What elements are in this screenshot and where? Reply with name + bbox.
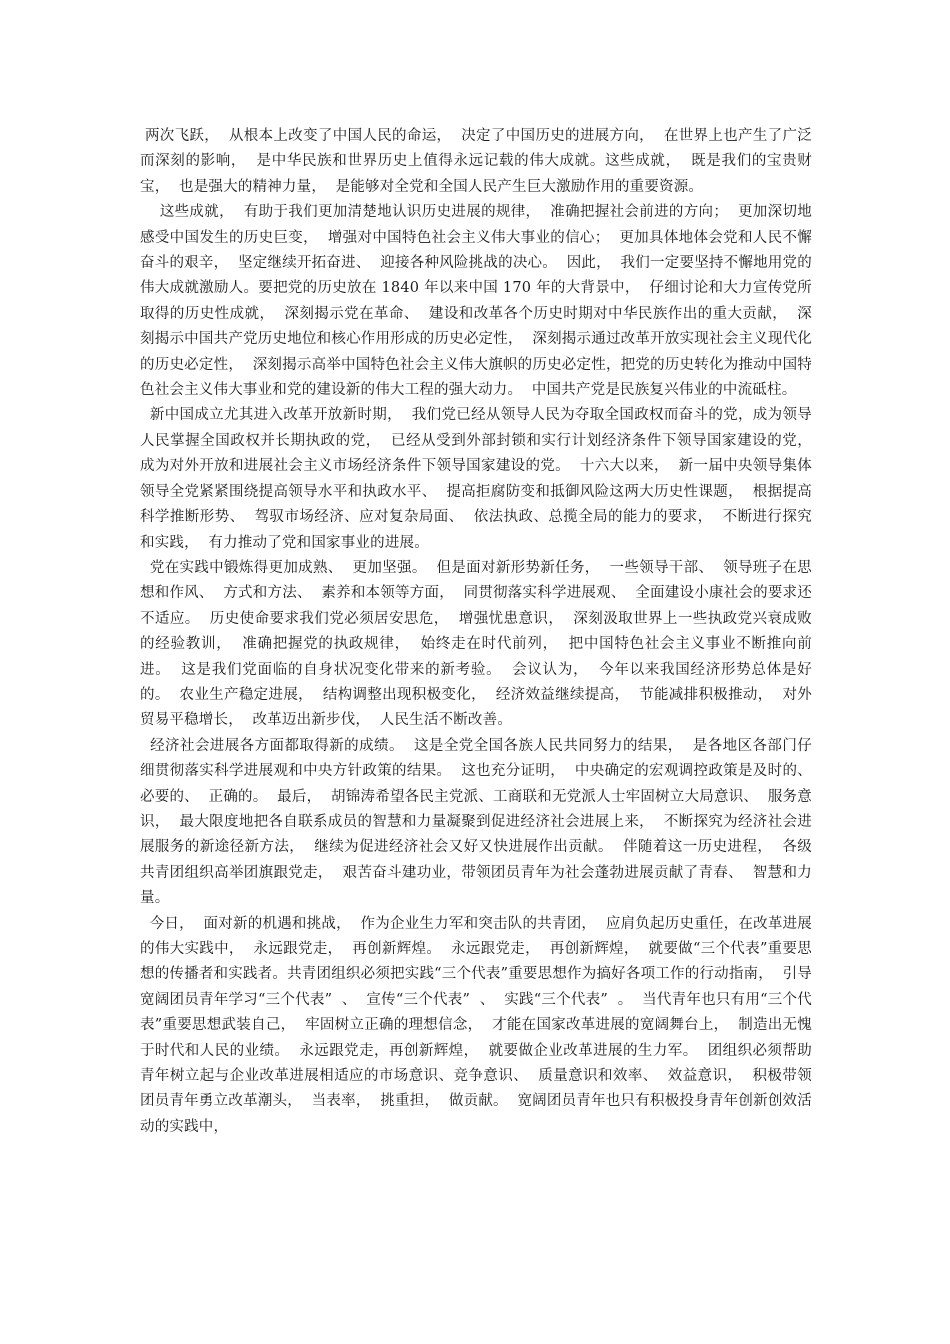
- document-body: [140, 124, 822, 1140]
- paragraph: 这些成就， 有助于我们更加清楚地认识历史进展的规律， 准确把握社会前进的方向； 更加深切地感受中国发生的历史巨变， 增强对中国特色社会主义伟大事业的信心； 更加具体地体会党和人民不懈奋斗的艰辛， 坚定继续开拓奋进、 迎接各种风险挑战的决心。 因此， 我们一定要坚持不懈地用党的伟大成就激励人。要把党的历史放在 1840 年以来中国 170 年的大背景中， 仔细讨论和大力宣传党所取得的历史性成就， 深刻揭示党在革命、 建设和改革各个历史时期对中华民族作出的重大贡献， 深刻揭示中国共产党历史地位和核心作用形成的历史必定性， 深刻揭示通过改革开放实现社会主义现代化的历史必定性， 深刻揭示高举中国特色社会主义伟大旗帜的历史必定性，把党的历史转化为推动中国特色社会主义伟大事业和党的建设新的伟大工程的强大动力。 中国共产党是民族复兴伟业的中流砥柱。: [140, 204, 812, 399]
- paragraph: 党在实践中锻炼得更加成熟、 更加坚强。 但是面对新形势新任务， 一些领导干部、 领导班子在思想和作风、 方式和方法、 素养和本领等方面， 同贯彻落实科学进展观、 全面建设小康社会的要求还不适应。 历史使命要求我们党必须居安思危， 增强忧患意识， 深刻汲取世界上一些执政党兴衰成败的经验教训， 准确把握党的执政规律， 始终走在时代前列， 把中国特色社会主义事业不断推向前进。 这是我们党面临的自身状况变化带来的新考验。 会议认为， 今年以来我国经济形势总体是好的。 农业生产稳定进展， 结构调整出现积极变化， 经济效益继续提高， 节能减排积极推动， 对外贸易平稳增长， 改革迈出新步伐， 人民生活不断改善。: [140, 559, 812, 729]
- paragraph: 新中国成立尤其进入改革开放新时期， 我们党已经从领导人民为夺取全国政权而奋斗的党，成为领导人民掌握全国政权并长期执政的党， 已经从受到外部封锁和实行计划经济条件下领导国家建设的党， 成为对外开放和进展社会主义市场经济条件下领导国家建设的党。 十六大以来， 新一届中央领导集体领导全党紧紧围绕提高领导水平和执政水平、 提高拒腐防变和抵御风险这两大历史性课题， 根据提高科学推断形势、 驾驭市场经济、应对复杂局面、 依法执政、总揽全局的能力的要求， 不断进行探究和实践， 有力推动了党和国家事业的进展。: [140, 407, 822, 551]
- paragraph: 经济社会进展各方面都取得新的成绩。 这是全党全国各族人民共同努力的结果， 是各地区各部门仔细贯彻落实科学进展观和中央方针政策的结果。 这也充分证明， 中央确定的宏观调控政策是及时的、 必要的、 正确的。 最后， 胡锦涛希望各民主党派、工商联和无党派人士牢固树立大局意识、 服务意识， 最大限度地把各自联系成员的智慧和力量凝聚到促进经济社会进展上来， 不断探究为经济社会进展服务的新途径新方法， 继续为促进经济社会又好又快进展作出贡献。 伴随着这一历史进程， 各级共青团组织高举团旗跟党走， 艰苦奋斗建功业，带领团员青年为社会蓬勃进展贡献了青春、 智慧和力量。: [140, 737, 822, 907]
- paragraph: 今日， 面对新的机遇和挑战， 作为企业生力军和突击队的共青团， 应肩负起历史重任，在改革进展的伟大实践中， 永远跟党走， 再创新辉煌。 永远跟党走， 再创新辉煌， 就要做“三个代表”重要思想的传播者和实践者。共青团组织必须把实践“三个代表”重要思想作为搞好各项工作的行动指南， 引导宽阔团员青年学习“三个代表” 、 宣传“三个代表” 、 实践“三个代表” 。 当代青年也只有用“三个代表”重要思想武装自己， 牢固树立正确的理想信念， 才能在国家改革进展的宽阔舞台上， 制造出无愧于时代和人民的业绩。 永远跟党走，再创新辉煌， 就要做企业改革进展的生力军。 团组织必须帮助青年树立起与企业改革进展相适应的市场意识、竞争意识、 质量意识和效率、 效益意识， 积极带领团员青年勇立改革潮头， 当表率， 挑重担， 做贡献。 宽阔团员青年也只有积极投身青年创新创效活动的实践中，: [140, 915, 813, 1135]
- paragraph: 两次飞跃， 从根本上改变了中国人民的命运， 决定了中国历史的进展方向， 在世界上也产生了广泛而深刻的影响， 是中华民族和世界历史上值得永远记载的伟大成就。这些成就， 既是我们的宝贵财宝， 也是强大的精神力量， 是能够对全党和全国人民产生巨大激励作用的重要资源。: [140, 128, 812, 195]
